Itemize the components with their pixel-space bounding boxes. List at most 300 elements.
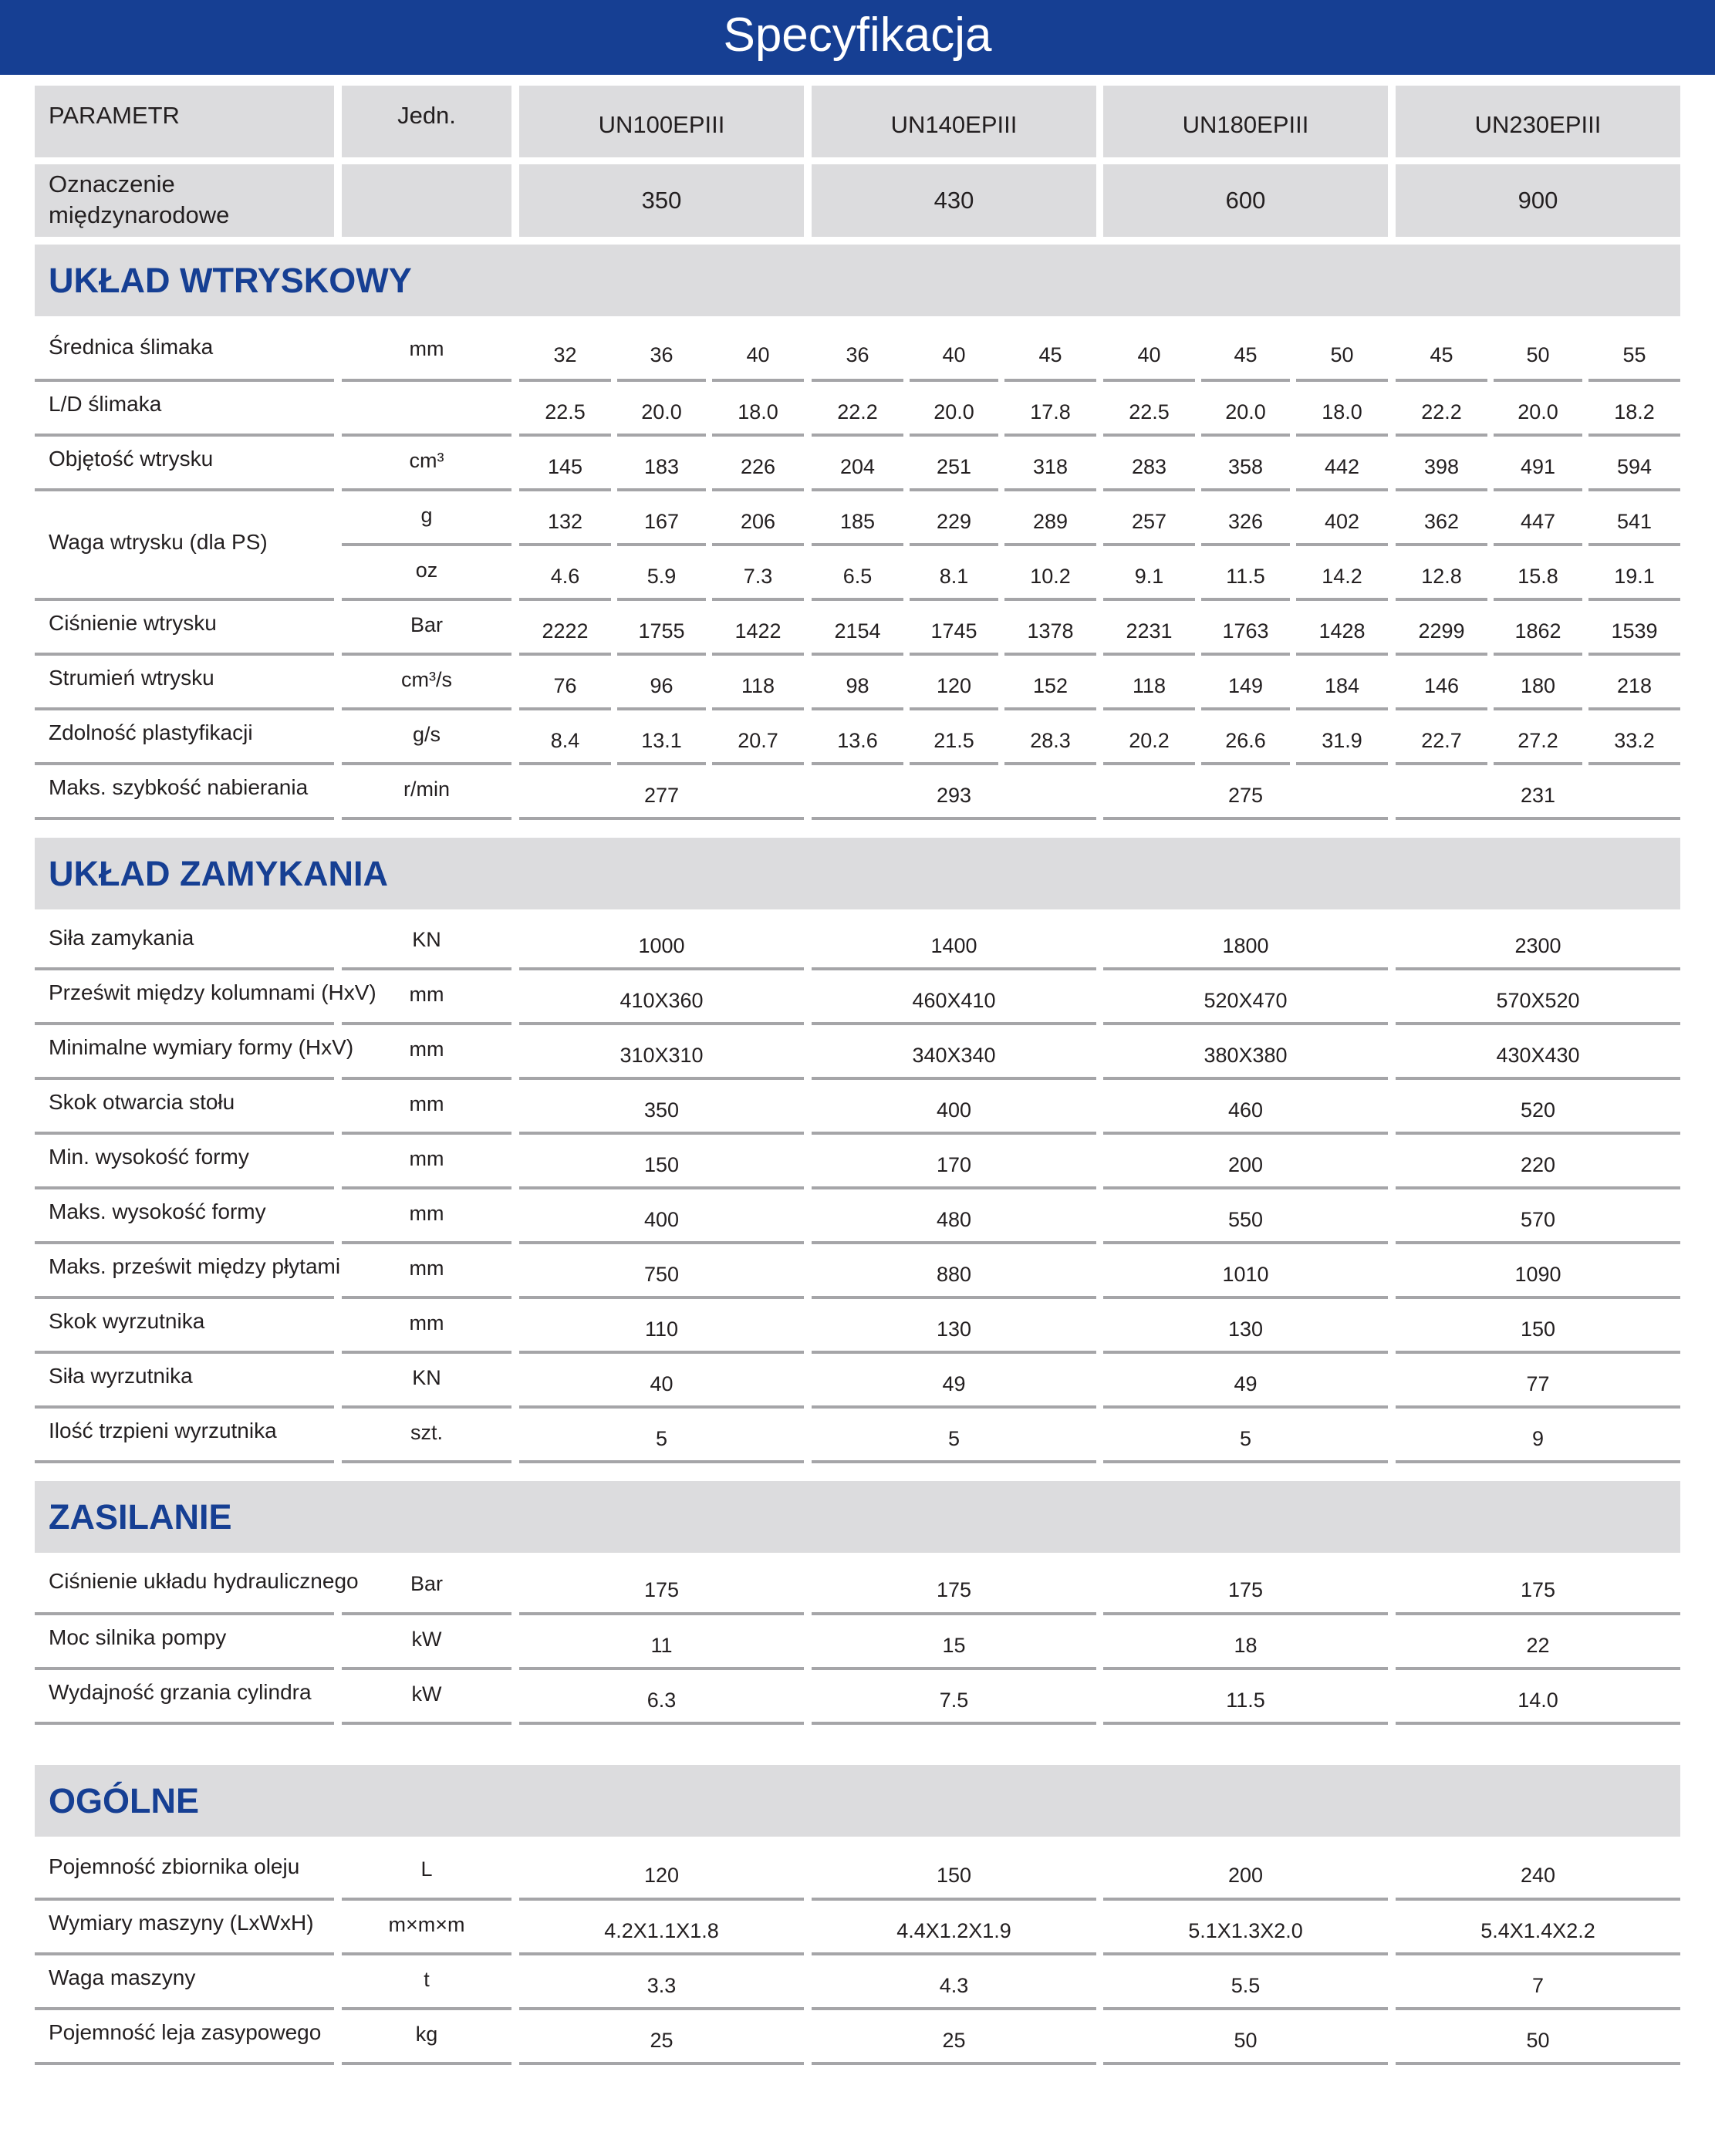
row-value: [1103, 1901, 1388, 1955]
row-value: [812, 601, 903, 656]
row-value: [1103, 1844, 1388, 1901]
row-value-text: 13.1: [641, 729, 682, 752]
row-value: [1004, 322, 1096, 382]
row-value-text: 20.0: [1225, 400, 1266, 423]
row-label: [35, 437, 334, 491]
row-unit: [342, 1080, 511, 1135]
row-label: [35, 491, 334, 601]
row-value: [1396, 601, 1487, 656]
row-value-text: 45: [1430, 343, 1453, 366]
row-value-text: 76: [553, 674, 577, 697]
row-unit: [342, 2010, 511, 2065]
row-unit: [342, 1901, 511, 1955]
row-value: [1103, 1615, 1388, 1670]
row-value-text: 118: [741, 674, 775, 697]
row-value: [1396, 1299, 1680, 1354]
row-value: [617, 382, 706, 437]
row-value-text: 150: [643, 1153, 680, 1176]
row-value-text: 350: [643, 1098, 680, 1122]
row-value-text: 520: [1520, 1098, 1556, 1122]
row-value-text: 10.2: [1030, 565, 1071, 588]
row-value-text: 240: [1520, 1864, 1556, 1887]
row-value-text: 460X410: [912, 989, 996, 1012]
row-value-text: 40: [1137, 343, 1161, 366]
row-value: [1296, 656, 1388, 710]
row-value: [1103, 656, 1195, 710]
row-value: [519, 710, 611, 765]
row-value-text: 152: [1032, 674, 1068, 697]
row-value-text: 20.7: [738, 729, 778, 752]
section-title: UKŁAD WTRYSKOWY: [35, 245, 1680, 316]
row-value: [712, 382, 804, 437]
row-value: [1396, 916, 1680, 970]
row-value: [1588, 491, 1680, 546]
row-label-text: Skok wyrzutnika: [49, 1309, 205, 1333]
row-value: [519, 1244, 804, 1299]
row-unit-text: L: [420, 1857, 433, 1881]
row-value: [812, 1409, 1096, 1463]
row-value-text: 2222: [542, 619, 589, 643]
row-value: [1103, 546, 1195, 601]
header-model-4-text: UN230EPIII: [1474, 111, 1602, 138]
row-value-text: 1378: [1027, 619, 1074, 643]
row-value-text: 380X380: [1204, 1044, 1288, 1067]
row-value: [910, 656, 998, 710]
row-value: [1494, 546, 1582, 601]
row-value: [1396, 1354, 1680, 1409]
row-value-text: 146: [1423, 674, 1460, 697]
row-value-text: 170: [936, 1153, 972, 1176]
row-value-text: 12.8: [1421, 565, 1462, 588]
row-value: [519, 1670, 804, 1725]
row-unit-text: kW: [411, 1628, 442, 1651]
row-value: [1396, 970, 1680, 1025]
row-value: [1396, 491, 1487, 546]
row-value: [1494, 382, 1582, 437]
row-value-text: 4.3: [939, 1974, 969, 1997]
row-label-text: Maks. prześwit między płytami: [49, 1254, 341, 1278]
row-value-text: 283: [1131, 455, 1167, 478]
row-value-text: 50: [1330, 343, 1354, 366]
row-value-text: 2299: [1418, 619, 1465, 643]
row-value-text: 6.3: [647, 1689, 677, 1712]
row-value-text: 430X430: [1496, 1044, 1580, 1067]
row-label-text: Siła zamykania: [49, 926, 194, 950]
row-value: [1103, 601, 1195, 656]
header-intl-value-2: [812, 164, 1096, 237]
row-value: [712, 656, 804, 710]
row-value: [812, 916, 1096, 970]
row-value-text: 175: [936, 1578, 972, 1601]
row-value-text: 289: [1032, 510, 1068, 533]
row-value: [1201, 546, 1290, 601]
row-value-text: 880: [936, 1263, 972, 1286]
header-intl-value-4-text: 900: [1518, 187, 1558, 214]
row-value: [519, 322, 611, 382]
row-label-text: Skok otwarcia stołu: [49, 1090, 235, 1114]
row-value-text: 22: [1526, 1634, 1550, 1657]
row-label: [35, 322, 334, 382]
row-label: [35, 1189, 334, 1244]
row-value: [1396, 1558, 1680, 1615]
row-label: [35, 1955, 334, 2010]
row-label: [35, 710, 334, 765]
row-value: [812, 1670, 1096, 1725]
row-value-text: 2300: [1514, 934, 1561, 957]
row-value-text: 18.0: [738, 400, 778, 423]
row-label-text: L/D ślimaka: [49, 392, 162, 416]
header-intl-label: [35, 164, 334, 237]
row-value: [1396, 710, 1487, 765]
row-label-text: Objętość wtrysku: [49, 447, 214, 471]
row-label: [35, 1244, 341, 1299]
row-label-text: Prześwit między kolumnami (HxV): [49, 980, 376, 1004]
row-value-text: 26.6: [1225, 729, 1266, 752]
row-value-text: 5.1X1.3X2.0: [1188, 1919, 1303, 1942]
row-value-text: 460: [1227, 1098, 1264, 1122]
row-unit-text: cm³: [409, 449, 444, 472]
row-label: [35, 1615, 334, 1670]
row-value-text: 480: [936, 1208, 972, 1231]
row-value-text: 183: [643, 455, 680, 478]
header-model-4: [1396, 86, 1680, 157]
row-value: [1103, 1244, 1388, 1299]
row-value-text: 277: [643, 784, 680, 807]
row-value: [1103, 1955, 1388, 2010]
row-value-text: 96: [650, 674, 674, 697]
row-value-text: 49: [1234, 1372, 1258, 1395]
row-unit: [342, 1670, 511, 1725]
row-value-text: 3.3: [647, 1974, 677, 1997]
row-value: [1201, 382, 1290, 437]
row-label: [35, 1025, 354, 1080]
row-value-text: 175: [643, 1578, 680, 1601]
row-value: [812, 1080, 1096, 1135]
row-value: [812, 1189, 1096, 1244]
row-value: [910, 491, 998, 546]
row-value-text: 491: [1520, 455, 1556, 478]
row-value-text: 218: [1616, 674, 1653, 697]
row-value: [812, 1244, 1096, 1299]
row-value-text: 31.9: [1322, 729, 1362, 752]
row-label: [35, 601, 334, 656]
row-value: [1588, 322, 1680, 382]
header-intl-label-text: Oznaczenie międzynarodowe: [49, 170, 230, 228]
row-value: [1494, 710, 1582, 765]
row-value-text: 21.5: [933, 729, 974, 752]
row-label-text: Moc silnika pompy: [49, 1625, 227, 1649]
row-value-text: 18: [1234, 1634, 1258, 1657]
row-value-text: 8.1: [939, 565, 969, 588]
row-label: [35, 1354, 334, 1409]
row-unit-text: KN: [412, 1366, 441, 1389]
row-value: [712, 710, 804, 765]
row-value-text: 410X360: [619, 989, 704, 1012]
row-value-text: 229: [936, 510, 972, 533]
row-value: [1396, 1244, 1680, 1299]
header-model-2: [812, 86, 1096, 157]
row-unit-text: mm: [409, 1038, 444, 1061]
row-value-text: 750: [643, 1263, 680, 1286]
header-intl-value-3: [1103, 164, 1388, 237]
row-value-text: 1400: [930, 934, 977, 957]
row-unit-text: Bar: [410, 1572, 444, 1595]
row-value: [617, 437, 706, 491]
row-value-text: 22.2: [837, 400, 878, 423]
header-model-2-text: UN140EPIII: [890, 111, 1018, 138]
row-value: [1201, 491, 1290, 546]
row-value: [519, 1299, 804, 1354]
row-value: [1004, 656, 1096, 710]
row-label: [35, 1135, 334, 1189]
row-label-text: Waga wtrysku (dla PS): [49, 530, 268, 554]
row-value: [519, 1844, 804, 1901]
row-unit: [342, 1409, 511, 1463]
header-unit-label: [342, 86, 511, 157]
row-value: [1103, 1299, 1388, 1354]
row-value-text: 293: [936, 784, 972, 807]
row-value-text: 9: [1531, 1427, 1545, 1450]
header-unit-label-text: Jedn.: [397, 102, 456, 129]
row-unit: [342, 1189, 511, 1244]
row-unit: [342, 546, 511, 601]
row-value-text: 17.8: [1030, 400, 1071, 423]
row-value-text: 541: [1616, 510, 1653, 533]
row-value-text: 570: [1520, 1208, 1556, 1231]
row-value: [1103, 1409, 1388, 1463]
row-value: [1103, 322, 1195, 382]
row-unit: [342, 437, 511, 491]
row-value-text: 120: [643, 1864, 680, 1887]
section-title: ZASILANIE: [35, 1481, 1680, 1553]
row-label: [35, 1901, 334, 1955]
row-value-text: 1428: [1318, 619, 1366, 643]
row-value: [1201, 601, 1290, 656]
row-value: [519, 1354, 804, 1409]
row-value: [1588, 601, 1680, 656]
row-value-text: 33.2: [1614, 729, 1655, 752]
row-label-text: Średnica ślimaka: [49, 335, 214, 359]
row-value-text: 398: [1423, 455, 1460, 478]
row-value: [1004, 601, 1096, 656]
row-value: [1103, 491, 1195, 546]
row-value-text: 130: [936, 1318, 972, 1341]
row-value-text: 20.0: [1518, 400, 1558, 423]
row-value-text: 50: [1526, 343, 1550, 366]
row-unit: [342, 1135, 511, 1189]
row-label-text: Strumień wtrysku: [49, 666, 214, 690]
row-value: [1588, 437, 1680, 491]
row-value-text: 275: [1227, 784, 1264, 807]
row-value-text: 226: [740, 455, 776, 478]
row-value: [617, 491, 706, 546]
row-value: [1396, 382, 1487, 437]
row-unit-text: Bar: [410, 613, 444, 636]
row-unit: [342, 1299, 511, 1354]
row-label-text: Zdolność plastyfikacji: [49, 720, 253, 744]
row-value: [1296, 710, 1388, 765]
row-unit: [342, 601, 511, 656]
row-value: [1396, 765, 1680, 820]
row-value: [519, 1901, 804, 1955]
row-value: [1588, 710, 1680, 765]
row-value: [1296, 437, 1388, 491]
row-value-text: 7.5: [939, 1689, 969, 1712]
row-value-text: 206: [740, 510, 776, 533]
row-value-text: 40: [650, 1372, 674, 1395]
row-value: [812, 1299, 1096, 1354]
section-title: UKŁAD ZAMYKANIA: [35, 838, 1680, 909]
row-label-text: Min. wysokość formy: [49, 1145, 249, 1169]
row-value-text: 13.6: [837, 729, 878, 752]
row-value: [1103, 1025, 1388, 1080]
row-label-text: Ilość trzpieni wyrzutnika: [49, 1419, 277, 1442]
row-value-text: 22.5: [1129, 400, 1170, 423]
row-unit: [342, 710, 511, 765]
row-value: [1103, 765, 1388, 820]
row-value-text: 20.0: [641, 400, 682, 423]
row-value: [1396, 1025, 1680, 1080]
row-value: [1396, 1955, 1680, 2010]
row-value: [519, 546, 611, 601]
row-unit-text: KN: [412, 928, 441, 951]
row-value: [712, 601, 804, 656]
row-value: [712, 491, 804, 546]
row-value: [519, 656, 611, 710]
row-value-text: 4.4X1.2X1.9: [896, 1919, 1011, 1942]
row-value-text: 9.1: [1134, 565, 1164, 588]
row-value-text: 150: [1520, 1318, 1556, 1341]
row-value-text: 358: [1227, 455, 1264, 478]
row-label-text: Wydajność grzania cylindra: [49, 1680, 312, 1704]
row-value-text: 28.3: [1030, 729, 1071, 752]
row-unit-text: mm: [409, 1311, 444, 1334]
row-value-text: 22.7: [1421, 729, 1462, 752]
row-unit-text: szt.: [410, 1421, 443, 1444]
row-value: [519, 1615, 804, 1670]
row-value-text: 594: [1616, 455, 1653, 478]
row-value: [617, 656, 706, 710]
row-value-text: 200: [1227, 1153, 1264, 1176]
header-intl-value-2-text: 430: [933, 187, 974, 214]
row-value: [812, 1844, 1096, 1901]
row-label-text: Minimalne wymiary formy (HxV): [49, 1035, 354, 1059]
row-value-text: 442: [1324, 455, 1360, 478]
row-unit: [342, 970, 511, 1025]
row-value-text: 20.2: [1129, 729, 1170, 752]
row-unit: [342, 916, 511, 970]
row-value-text: 1800: [1222, 934, 1269, 957]
row-value: [617, 546, 706, 601]
row-value: [712, 546, 804, 601]
row-value: [1103, 1558, 1388, 1615]
row-value: [519, 1189, 804, 1244]
row-label: [35, 1299, 334, 1354]
row-value: [519, 970, 804, 1025]
row-unit-text: mm: [409, 1092, 444, 1115]
row-value: [1494, 322, 1582, 382]
row-value-text: 36: [650, 343, 674, 366]
header-intl-value-1-text: 350: [641, 187, 682, 214]
row-value: [519, 1955, 804, 2010]
row-unit: [342, 656, 511, 710]
row-label: [35, 1670, 334, 1725]
row-value-text: 40: [942, 343, 966, 366]
row-value: [1494, 601, 1582, 656]
row-unit-text: kg: [415, 2023, 438, 2046]
header-intl-value-1: [519, 164, 804, 237]
row-label: [35, 1409, 334, 1463]
row-value: [812, 765, 1096, 820]
row-value-text: 55: [1622, 343, 1646, 366]
row-value-text: 18.2: [1614, 400, 1655, 423]
row-value-text: 362: [1423, 510, 1460, 533]
row-value: [1004, 546, 1096, 601]
row-label-text: Pojemność leja zasypowego: [49, 2020, 322, 2044]
row-value-text: 402: [1324, 510, 1360, 533]
row-value-text: 400: [643, 1208, 680, 1231]
row-value: [519, 916, 804, 970]
row-value-text: 2231: [1126, 619, 1173, 643]
row-value: [519, 1080, 804, 1135]
row-value: [617, 322, 706, 382]
row-value: [812, 437, 903, 491]
row-value-text: 45: [1038, 343, 1062, 366]
row-value: [1396, 1409, 1680, 1463]
row-value-text: 118: [1132, 674, 1166, 697]
row-unit: [342, 1558, 511, 1615]
row-label-text: Ciśnienie wtrysku: [49, 611, 217, 635]
row-value-text: 447: [1520, 510, 1556, 533]
row-value-text: 6.5: [842, 565, 873, 588]
row-unit: [342, 1844, 511, 1901]
row-value-text: 25: [650, 2029, 674, 2052]
section-title: OGÓLNE: [35, 1765, 1680, 1837]
row-value-text: 4.6: [550, 565, 580, 588]
row-value: [1296, 382, 1388, 437]
row-value-text: 310X310: [619, 1044, 704, 1067]
row-value: [1296, 601, 1388, 656]
row-value: [1494, 491, 1582, 546]
row-value: [812, 1901, 1096, 1955]
row-value: [1103, 970, 1388, 1025]
row-value: [1296, 491, 1388, 546]
row-value-text: 257: [1131, 510, 1167, 533]
row-value-text: 149: [1227, 674, 1264, 697]
row-unit-text: mm: [409, 1202, 444, 1225]
row-value: [1588, 382, 1680, 437]
row-value: [1396, 1844, 1680, 1901]
row-value-text: 145: [547, 455, 583, 478]
row-value: [812, 656, 903, 710]
row-unit: [342, 491, 511, 546]
row-value: [1103, 437, 1195, 491]
row-value-text: 400: [936, 1098, 972, 1122]
row-value: [1396, 1615, 1680, 1670]
row-value: [812, 1615, 1096, 1670]
row-value-text: 130: [1227, 1318, 1264, 1341]
row-label: [35, 916, 334, 970]
row-value-text: 14.2: [1322, 565, 1362, 588]
row-value: [1494, 656, 1582, 710]
row-label-text: Siła wyrzutnika: [49, 1364, 193, 1388]
row-unit: [342, 765, 511, 820]
row-value-text: 15: [942, 1634, 966, 1657]
row-value-text: 22.2: [1421, 400, 1462, 423]
row-label: [35, 2010, 334, 2065]
row-value-text: 1422: [734, 619, 782, 643]
row-value-text: 77: [1526, 1372, 1550, 1395]
